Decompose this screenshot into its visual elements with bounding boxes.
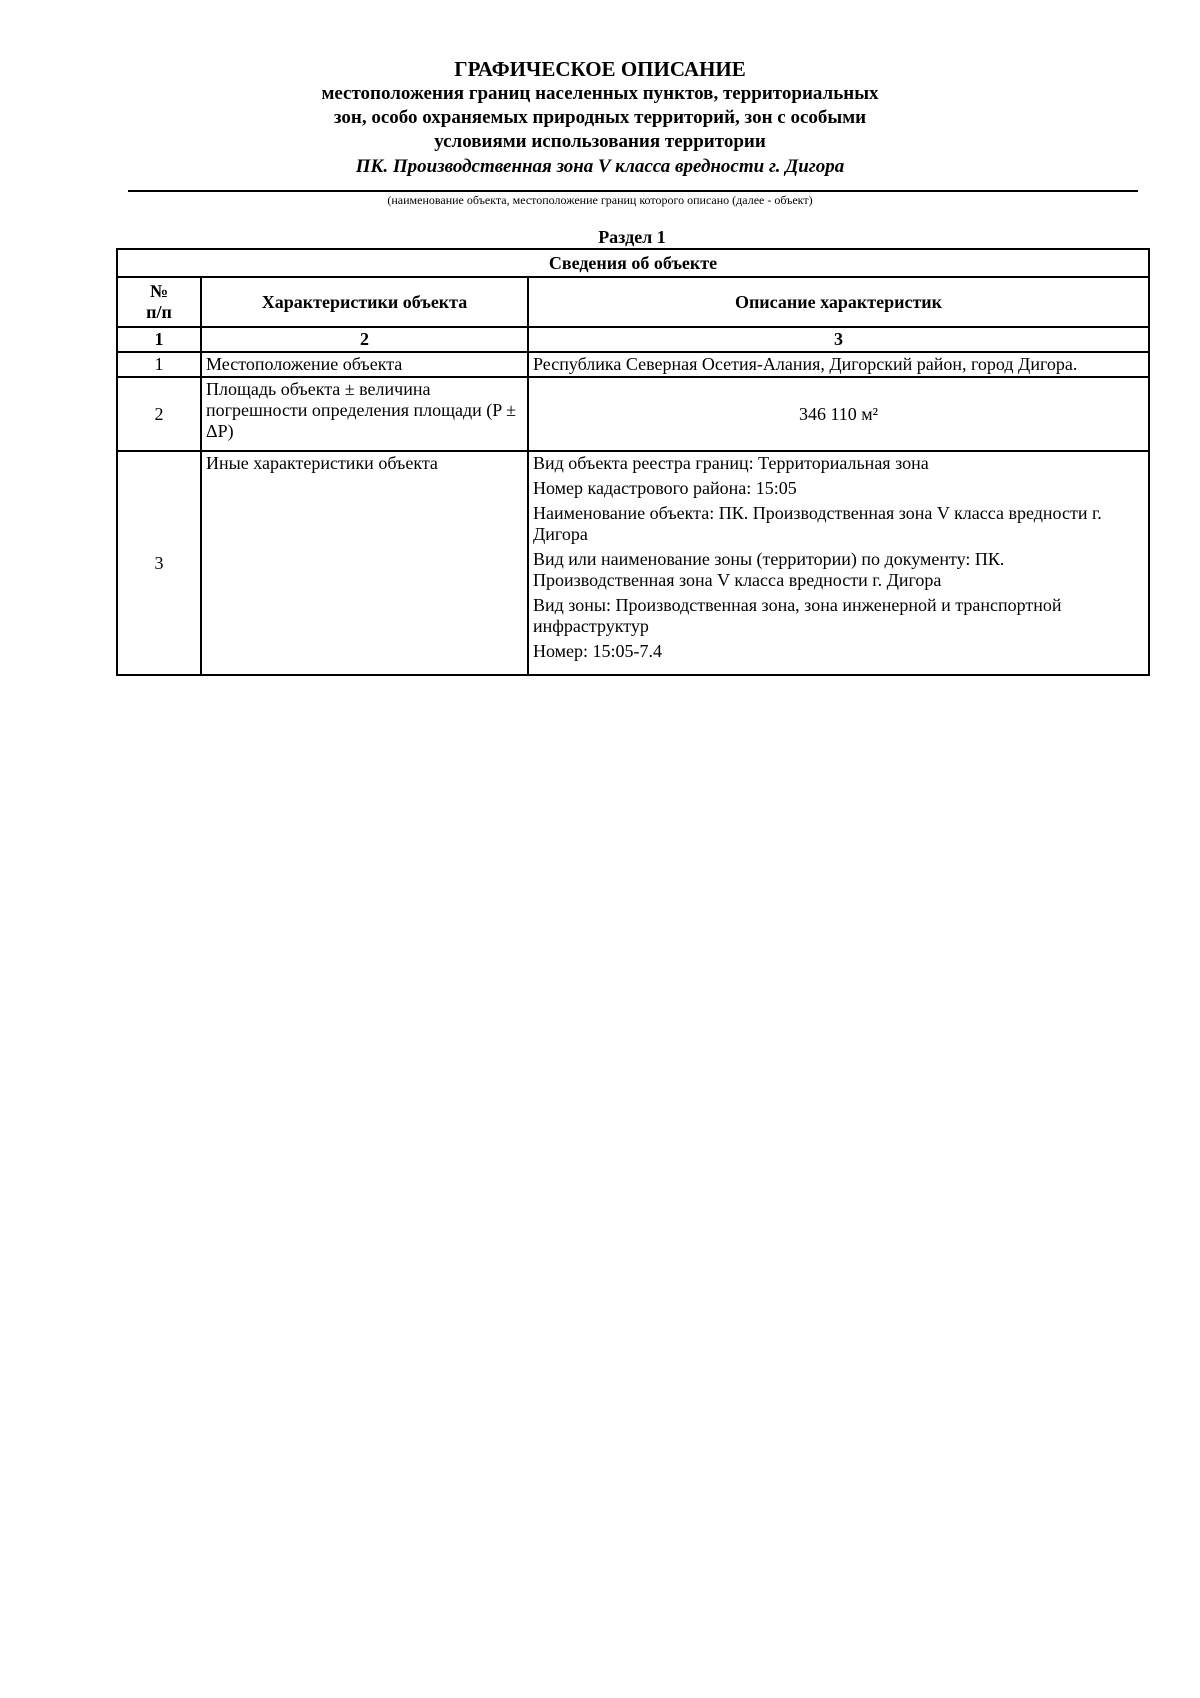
description-line: Вид зоны: Производственная зона, зона инженерной и транспортной инфраструктур [533,595,1062,636]
description-line: Наименование объекта: ПК. Производственная зона V класса вредности г. Дигора [533,503,1102,544]
row-description: Республика Северная Осетия-Алания, Дигорский район, город Дигора. [528,352,1149,377]
row-number: 3 [117,451,201,675]
underline-rule [128,190,1138,192]
column-number: 2 [201,327,528,352]
row-characteristic: Иные характеристики объекта [201,451,528,675]
row-number: 2 [117,377,201,451]
description-line: Номер кадастрового района: 15:05 [533,478,797,498]
column-header-num-line1: № [149,281,169,301]
document-header [0,56,1200,180]
document-subtitle-line: зон, особо охраняемых природных территорий, зон с особыми [333,107,867,128]
row-characteristic: Местоположение объекта [201,352,528,377]
object-name-caption: (наименование объекта, местоположение границ которого описано (далее - объект) [387,193,813,207]
section-title: Раздел 1 [598,227,666,247]
table-row [117,451,1149,675]
table-row [117,352,1149,377]
column-number: 1 [117,327,201,352]
column-header-description: Описание характеристик [528,277,1149,327]
row-description: 346 110 м² [528,377,1149,451]
document-title: ГРАФИЧЕСКОЕ ОПИСАНИЕ [454,57,746,81]
table-title-row [117,249,1149,277]
document-subtitle-line: местоположения границ населенных пунктов, территориальных [321,83,879,104]
column-header-characteristic: Характеристики объекта [201,277,528,327]
document-subtitle-line: условиями использования территории [434,131,766,152]
description-line: Вид или наименование зоны (территории) по документу: ПК. Производственная зона V класса вредности г. Дигора [533,549,1005,590]
table-row [117,377,1149,451]
table-title: Сведения об объекте [117,249,1149,277]
column-number: 3 [528,327,1149,352]
row-characteristic: Площадь объекта ± величина погрешности определения площади (P ± ΔP) [201,377,528,451]
column-header-num [117,277,201,327]
description-line: Вид объекта реестра границ: Территориальная зона [533,453,929,473]
object-name: ПК. Производственная зона V класса вредности г. Дигора [355,156,845,177]
row-description [528,451,1149,675]
object-info-table [116,248,1150,676]
row-number: 1 [117,352,201,377]
column-header-num-line2: п/п [146,302,172,322]
column-number-row [117,327,1149,352]
column-header-row [117,277,1149,327]
description-line: Номер: 15:05-7.4 [533,641,663,661]
